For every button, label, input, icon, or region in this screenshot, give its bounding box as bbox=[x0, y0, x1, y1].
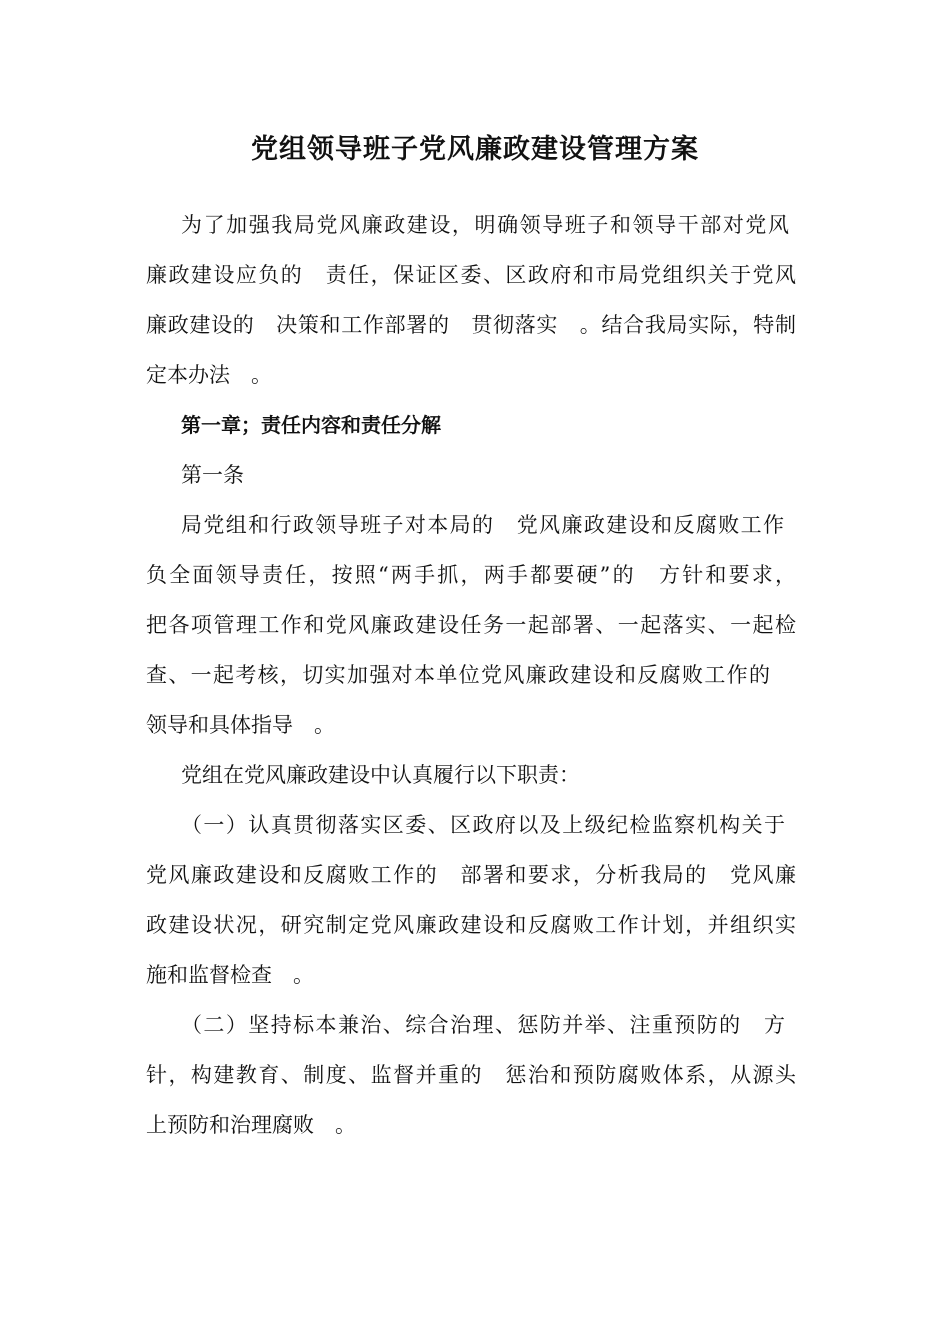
duty1-line-1: （一）认真贯彻落实区委、区政府以及上级纪检监察机构关于 bbox=[181, 813, 785, 837]
intro-line-2: 廉政建设应负的 责任，保证区委、区政府和市局党组织关于党风 bbox=[146, 263, 796, 287]
duty2-line-3: 上预防和治理腐败 。 bbox=[146, 1113, 356, 1137]
intro-line-4: 定本办法 。 bbox=[146, 363, 272, 387]
article1-line-2: 负全面领导责任，按照“两手抓，两手都要硬”的 方针和要求， bbox=[146, 563, 796, 587]
article1-line-3: 把各项管理工作和党风廉政建设任务一起部署、一起落实、一起检 bbox=[146, 613, 796, 637]
intro-line-3: 廉政建设的 决策和工作部署的 贯彻落实 。结合我局实际，特制 bbox=[146, 313, 796, 337]
intro-line-1: 为了加强我局党风廉政建设，明确领导班子和领导干部对党风 bbox=[181, 213, 789, 237]
duties-intro: 党组在党风廉政建设中认真履行以下职责： bbox=[181, 763, 580, 787]
duty2-line-2: 针，构建教育、制度、监督并重的 惩治和预防腐败体系，从源头 bbox=[146, 1063, 796, 1087]
duty1-line-3: 政建设状况，研究制定党风廉政建设和反腐败工作计划，并组织实 bbox=[146, 913, 796, 937]
duty2-line-1: （二）坚持标本兼治、综合治理、惩防并举、注重预防的 方 bbox=[181, 1013, 785, 1037]
document-title: 党组领导班子党风廉政建设管理方案 bbox=[251, 134, 699, 165]
duty1-line-2: 党风廉政建设和反腐败工作的 部署和要求，分析我局的 党风廉 bbox=[146, 863, 796, 887]
article1-line-1: 局党组和行政领导班子对本局的 党风廉政建设和反腐败工作 bbox=[181, 513, 784, 537]
chapter1-heading: 第一章；责任内容和责任分解 bbox=[181, 413, 441, 437]
article1-line-5: 领导和具体指导 。 bbox=[146, 713, 335, 737]
article1-line-4: 查、一起考核，切实加强对本单位党风廉政建设和反腐败工作的 bbox=[146, 663, 770, 687]
duty1-line-4: 施和监督检查 。 bbox=[146, 963, 314, 987]
article1-label: 第一条 bbox=[181, 463, 244, 487]
